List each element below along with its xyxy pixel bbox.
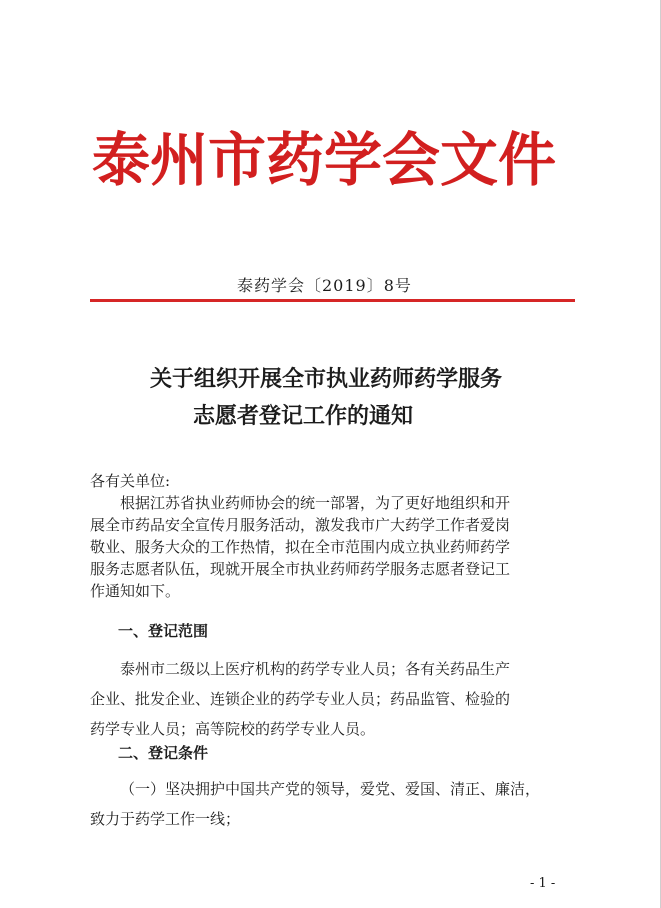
paragraph-line: 作通知如下。 <box>90 582 181 600</box>
section-heading-conditions: 二、登记条件 <box>118 744 209 762</box>
paragraph-line: 药学专业人员；高等院校的药学专业人员。 <box>90 720 376 738</box>
paragraph-line: （一）坚决拥护中国共产党的领导，爱党、爱国、清正、廉洁， <box>120 780 541 798</box>
notice-title-line-1: 关于组织开展全市执业药师药学服务 <box>150 367 503 392</box>
paragraph-line: 敬业、服务大众的工作热情，拟在全市范围内成立执业药师药学 <box>90 538 511 556</box>
document-number: 泰药学会〔2019〕8号 <box>237 276 412 295</box>
paragraph-line: 根据江苏省执业药师协会的统一部署，为了更好地组织和开 <box>120 494 511 512</box>
paragraph-line: 服务志愿者队伍，现就开展全市执业药师药学服务志愿者登记工 <box>90 560 511 578</box>
red-divider-rule <box>90 299 575 302</box>
salutation: 各有关单位: <box>90 472 171 490</box>
notice-title-line-2: 志愿者登记工作的通知 <box>193 404 414 429</box>
paragraph-line: 展全市药品安全宣传月服务活动，激发我市广大药学工作者爱岗 <box>90 516 511 534</box>
intro-paragraph <box>90 492 580 602</box>
org-header-title: 泰州市药学会文件 <box>92 126 557 194</box>
conditions-paragraph <box>90 774 580 834</box>
paragraph-line: 企业、批发企业、连锁企业的药学专业人员；药品监管、检验的 <box>90 690 511 708</box>
scope-paragraph <box>90 654 580 744</box>
section-heading-scope: 一、登记范围 <box>118 622 209 640</box>
paragraph-line: 泰州市二级以上医疗机构的药学专业人员；各有关药品生产 <box>120 660 511 678</box>
page-number: - 1 - <box>530 876 556 891</box>
paragraph-line: 致力于药学工作一线； <box>90 810 241 828</box>
